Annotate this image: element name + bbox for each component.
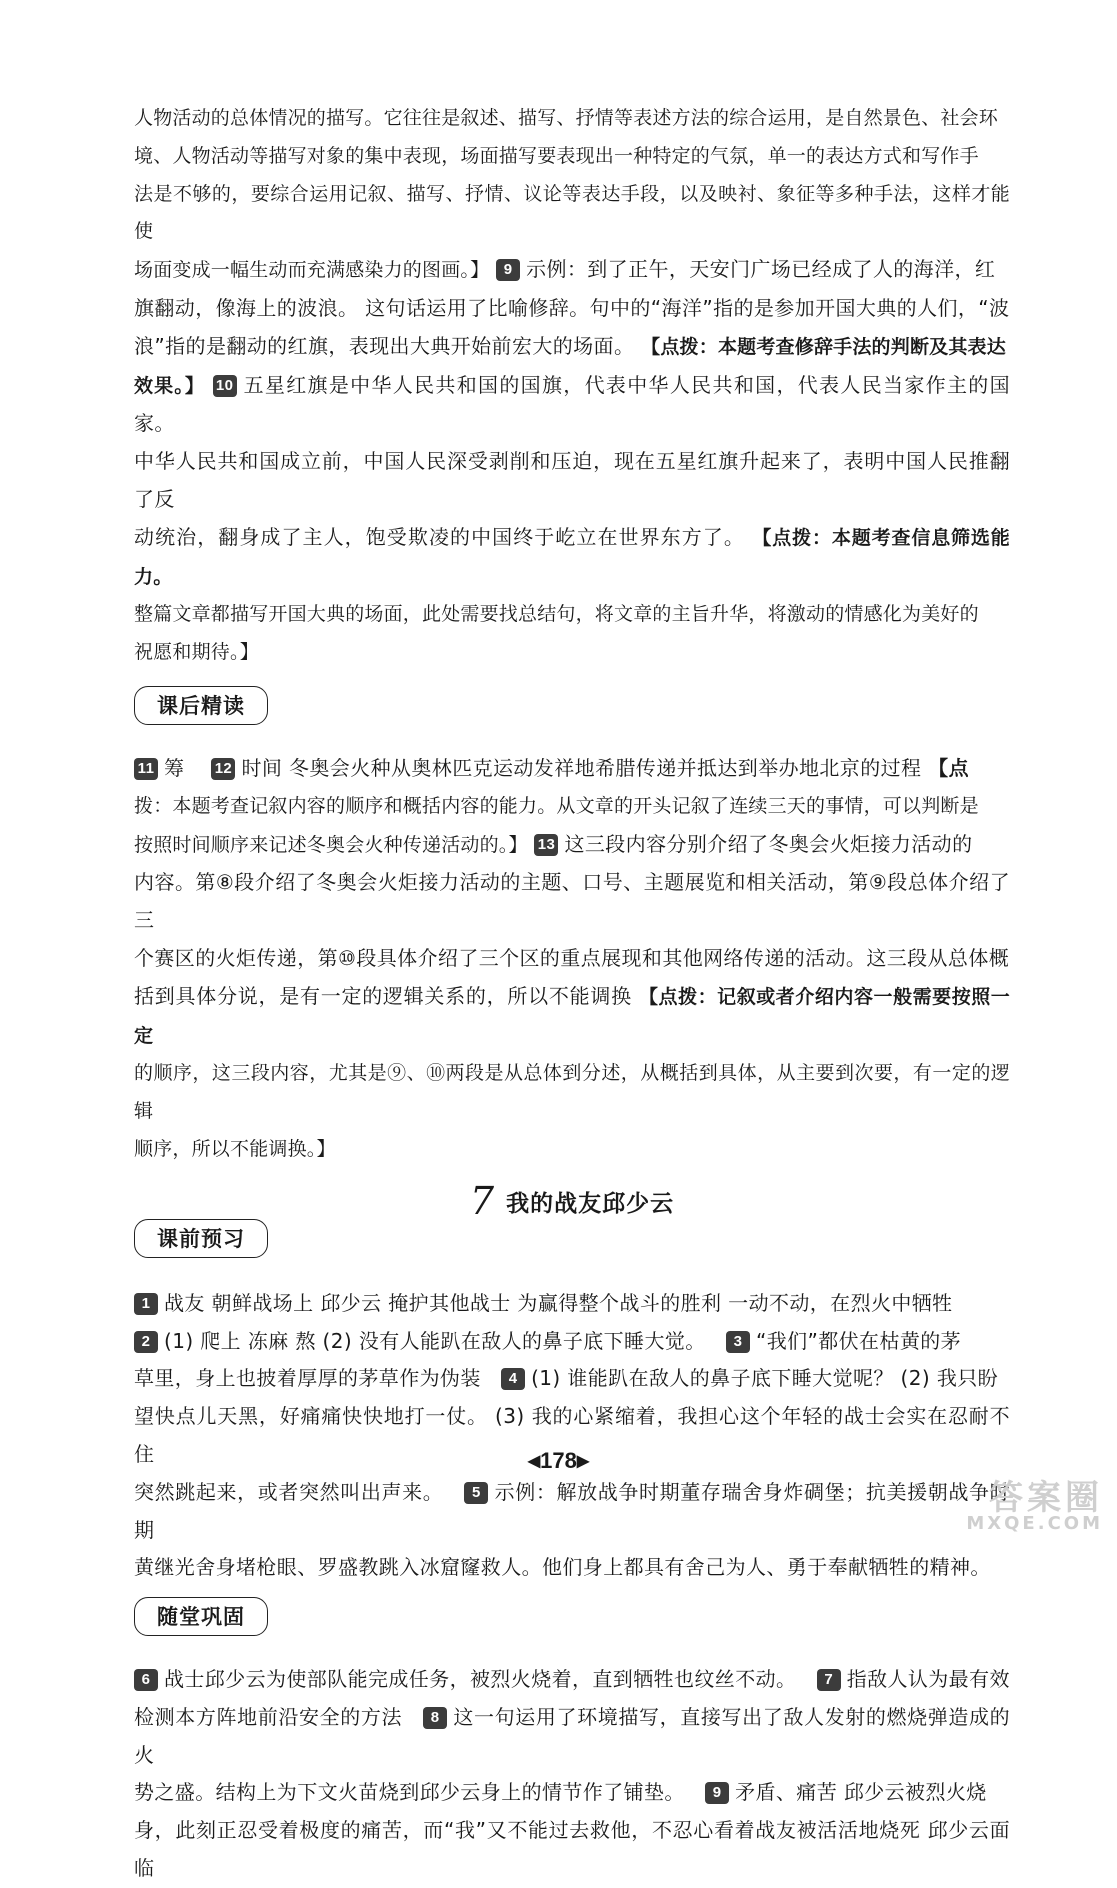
answer-text: 这一句运用了环境描写，直接写出了敌人发射的燃烧弹造成的火 [134, 1704, 1010, 1767]
right-arrow-icon: ▶ [576, 1453, 590, 1470]
answer-text: 草里，身上也披着厚厚的茅草作为伪装 [134, 1366, 481, 1391]
intro-block [134, 100, 1010, 672]
explanation-line: 顺序，所以不能调换。】 [134, 1137, 336, 1160]
answer-text: 筹 [164, 755, 185, 780]
section-title-consolidation: 随堂巩固 [134, 1597, 268, 1636]
question-number-11: 11 [134, 758, 158, 780]
section3-body [134, 1661, 1010, 1888]
answer-text: 示例：解放战争时期董存瑞舍身炸碉堡；抗美援朝战争时期 [134, 1479, 1010, 1542]
hint-label: 【点拨：本题考查修辞手法的判断及其表达 [641, 335, 1006, 358]
explanation-line: 的顺序，这三段内容，尤其是⑨、⑩两段是从总体到分述，从概括到具体，从主要到次要，有一定的逻辑 [134, 1062, 1010, 1123]
explanation-text: 效果。】 [134, 374, 205, 397]
question-number-3: 3 [726, 1331, 750, 1353]
answer-text: 指敌人认为最有效 [846, 1667, 1010, 1692]
explanation-text [641, 336, 1006, 358]
page-content [134, 100, 1010, 1888]
question-number-5: 5 [464, 1482, 488, 1504]
intro-line: 人物活动的总体情况的描写。它往往是叙述、描写、抒情等表述方法的综合运用，是自然景色、社会环 [134, 107, 999, 129]
intro-line: 法是不够的，要综合运用记叙、描写、抒情、议论等表达手段，以及映衬、象征等多种手法，这样才能使 [134, 182, 1010, 243]
answer-line [134, 1323, 1010, 1361]
answer-line [134, 519, 1010, 597]
answer-line: 内容。第⑧段介绍了冬奥会火炬接力活动的主题、口号、主题展览和相关活动，第⑨段总体介绍了三 [134, 870, 1010, 933]
answer-text: 五星红旗是中华人民共和国的国旗，代表中华人民共和国，代表人民当家作主的国家。 [134, 372, 1010, 436]
explanation-text: 按照时间顺序来记述冬奥会火种传递活动的。】 [134, 833, 528, 856]
question-number-1: 1 [134, 1293, 158, 1315]
question-number-2: 2 [134, 1331, 158, 1353]
answer-text: 示例：到了正午，天安门广场已经成了人的海洋，红 [526, 257, 996, 282]
explanation-line: 祝愿和期待。】 [134, 641, 259, 664]
question-number-9: 9 [496, 259, 520, 281]
explanation-line: 整篇文章都描写开国大典的场面，此处需要找总结句，将文章的主旨升华，将激动的情感化为美好的 [134, 603, 979, 626]
left-arrow-icon: ◀ [527, 1453, 541, 1470]
answer-line: 望快点儿天黑，好痛痛快快地打一仗。 (3) 我的心紧缩着，我担心这个年轻的战士会实在忍耐不住 [134, 1404, 1010, 1466]
chapter-title: 我的战友邱少云 [506, 1190, 675, 1217]
question-number-8: 8 [423, 1707, 447, 1729]
question-number-10: 10 [213, 375, 237, 397]
section1-body [134, 750, 1010, 1169]
answer-line [134, 367, 1010, 444]
answer-line [134, 1474, 1010, 1550]
answer-text: 浪”指的是翻动的红旗，表现出大典开始前宏大的场面。 [134, 333, 635, 358]
question-number-4: 4 [501, 1368, 525, 1390]
question-number-7: 7 [817, 1669, 841, 1691]
answer-line: 中华人民共和国成立前，中国人民深受剥削和压迫，现在五星红旗升起来了，表明中国人民推翻了反 [134, 449, 1010, 511]
section-header-wrap [134, 686, 1010, 730]
answer-text: 动统治，翻身成了主人，饱受欺凌的中国终于屹立在世界东方了。 [134, 524, 745, 549]
answer-text: (1) 谁能趴在敌人的鼻子底下睡大觉呢？ (2) 我只盼 [531, 1366, 999, 1391]
answer-line [134, 978, 1010, 1056]
chapter-number: 7 [469, 1178, 495, 1223]
question-number-9b: 9 [705, 1782, 729, 1804]
answer-text: 战友 朝鲜战场上 邱少云 掩护其他战士 为赢得整个战斗的胜利 一动不动，在烈火中牺牲 [164, 1290, 953, 1315]
answer-text: 势之盛。结构上为下文火苗烧到邱少云身上的情节作了铺垫。 [134, 1780, 685, 1805]
answer-text: 这三段内容分别介绍了冬奥会火炬接力活动的 [564, 831, 973, 856]
section-title-after-class: 课后精读 [134, 686, 268, 725]
explanation-text: 场面变成一幅生动而充满感染力的图画。】 [134, 259, 490, 282]
question-number-6: 6 [134, 1669, 158, 1691]
answer-line [134, 1360, 1010, 1398]
answer-line [134, 328, 1010, 367]
watermark-text: 答案圈 [989, 1478, 1103, 1518]
question-number-13: 13 [534, 834, 558, 856]
answer-line [134, 826, 1010, 865]
question-number-12: 12 [211, 758, 235, 780]
answer-line: 黄继光舍身堵枪眼、罗盛教跳入冰窟窿救人。他们身上都具有舍己为人、勇于奉献牺牲的精神。 [134, 1555, 991, 1580]
answer-line: 旗翻动，像海上的波浪。 这句话运用了比喻修辞。句中的“海洋”指的是参加开国大典的人们，“波 [134, 295, 1010, 320]
answer-line [134, 1774, 1010, 1812]
answer-text: 突然跳起来，或者突然叫出声来。 [134, 1479, 444, 1504]
explanation-line: 拨：本题考查记叙内容的顺序和概括内容的能力。从文章的开头记叙了连续三天的事情，可以判断是 [134, 794, 979, 817]
chapter-heading [134, 1179, 1010, 1223]
watermark-logo [903, 1470, 1103, 1532]
page-number-text: 178 [540, 1448, 577, 1473]
hint-label: 【点拨：记叙或者介绍内容一般需要按照一定 [134, 985, 1010, 1047]
hint-label: 【点拨：本题考查信息筛选能力。 [134, 526, 1010, 588]
answer-text: 检测本方阵地前沿安全的方法 [134, 1704, 403, 1729]
intro-line: 境、人物活动等描写对象的集中表现，场面描写要表现出一种特定的气氛，单一的表达方式和写作手 [134, 144, 979, 167]
answer-text: “我们”都伏在枯黄的茅 [755, 1328, 962, 1353]
intro-line [134, 251, 1010, 290]
answer-line [134, 1699, 1010, 1775]
watermark-url: MXQE.COM [966, 1513, 1103, 1534]
section-header-wrap [134, 1219, 1010, 1263]
section-header-wrap [134, 1597, 1010, 1641]
section2-body [134, 1285, 1010, 1587]
answer-line: 个赛区的火炬传递，第⑩段具体介绍了三个区的重点展现和其他网络传递的活动。这三段从总体概 [134, 945, 1010, 970]
answer-text: (1) 爬上 冻麻 熬 (2) 没有人能趴在敌人的鼻子底下睡大觉。 [164, 1328, 706, 1353]
answer-text: 战士邱少云为使部队能完成任务，被烈火烧着，直到牺牲也纹丝不动。 [164, 1667, 797, 1692]
answer-text: 括到具体分说，是有一定的逻辑关系的，所以不能调换 [134, 983, 632, 1008]
answer-line: 身，此刻正忍受着极度的痛苦，而“我”又不能过去救他，不忍心看着战友被活活地烧死 邱少云面临 [134, 1818, 1010, 1881]
answer-text: 时间 冬奥会火种从奥林匹克运动发祥地希腊传递并抵达到举办地北京的过程 [241, 755, 922, 780]
section-title-preview: 课前预习 [134, 1219, 268, 1258]
answer-text: 矛盾、痛苦 邱少云被烈火烧 [735, 1780, 987, 1805]
answer-line [134, 1661, 1010, 1699]
answer-line [134, 750, 1010, 788]
hint-label: 【点 [928, 755, 969, 780]
answer-line [134, 1285, 1010, 1323]
